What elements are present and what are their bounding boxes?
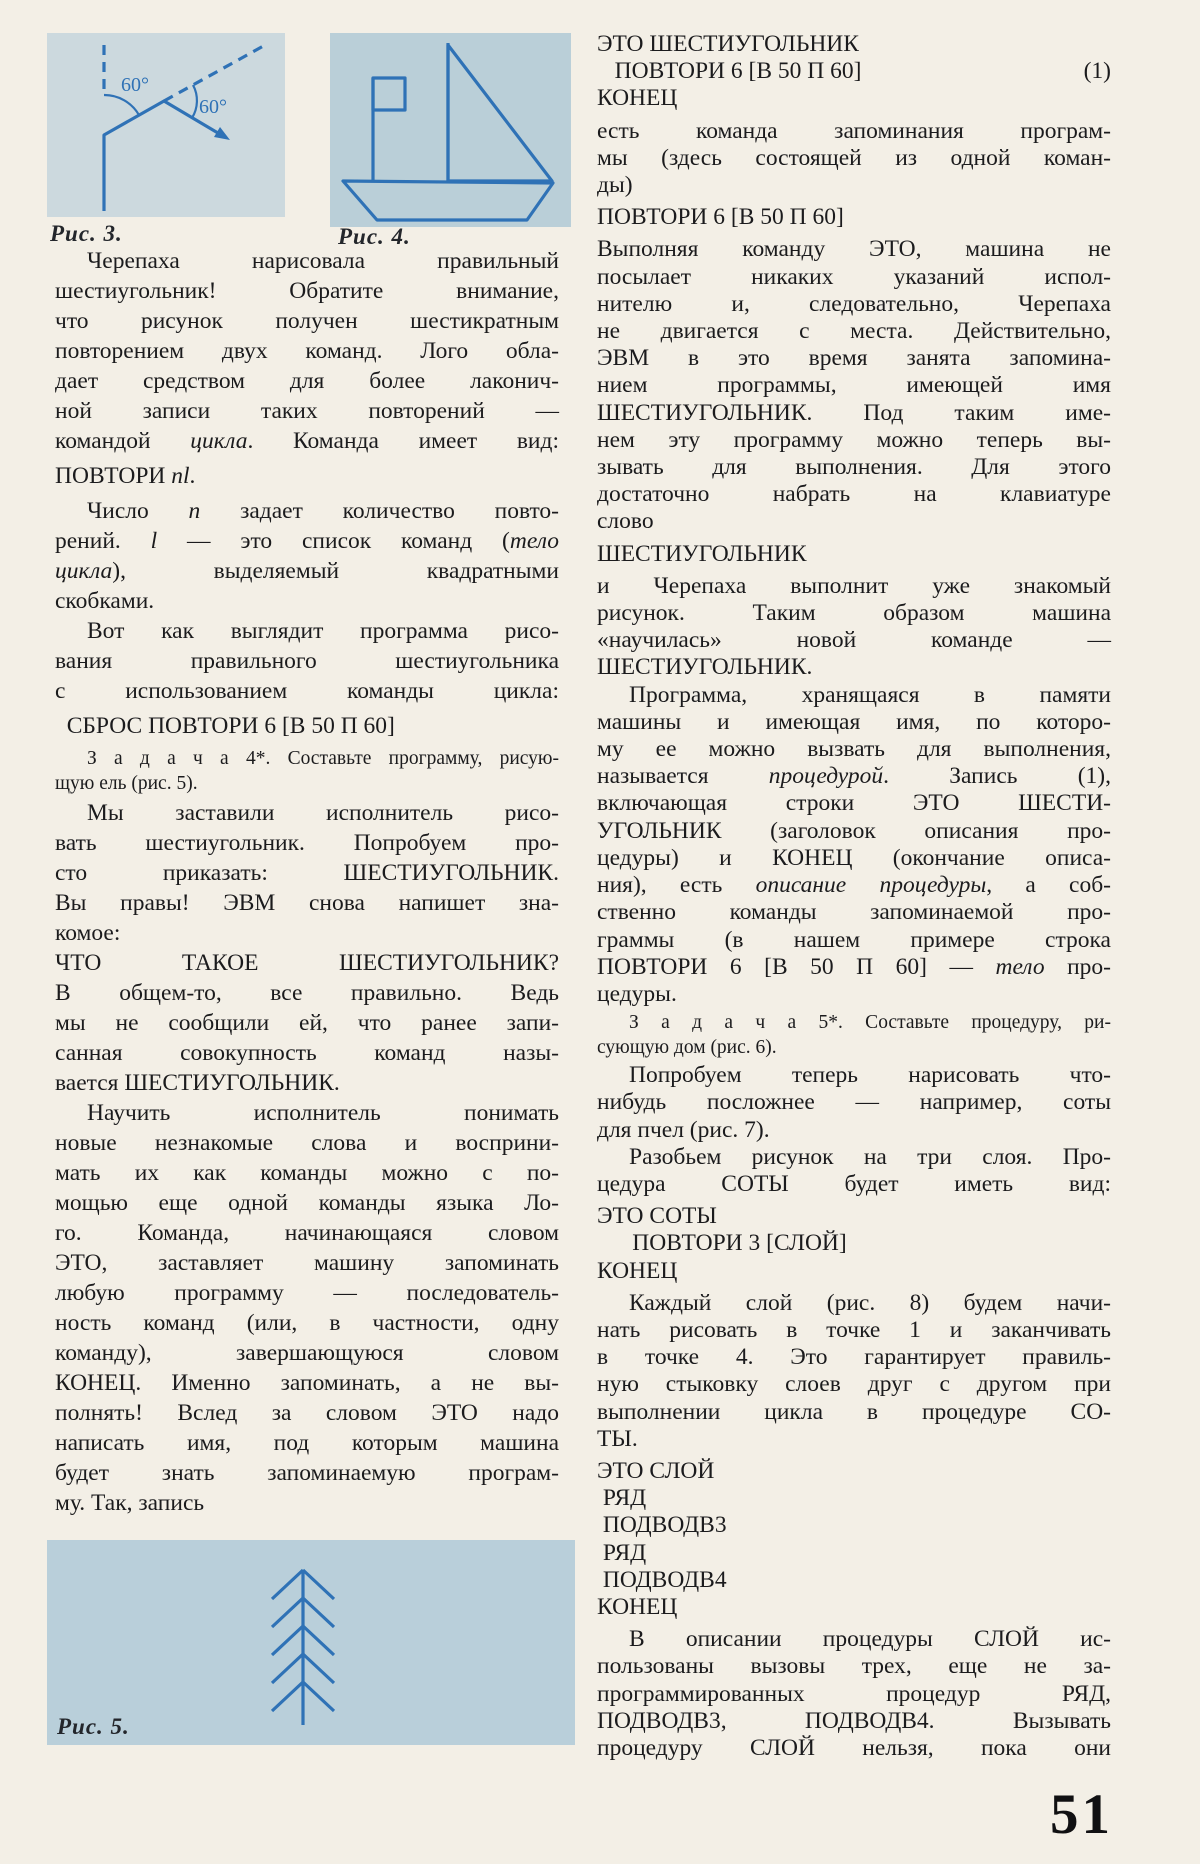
- text-line: цедуры) и КОНЕЦ (окончание описа-: [597, 844, 1111, 871]
- text-line: нием программы, имеющей имя: [597, 372, 1111, 399]
- italic-term: n: [188, 498, 201, 524]
- text-line: ПОВТОРИ 6 [В 50 П 60] — тело про-: [597, 953, 1111, 980]
- text-line: Вы правы! ЭВМ снова напишет зна-: [55, 890, 559, 916]
- paragraph: [597, 1144, 1111, 1198]
- text-line: нем эту программу можно теперь вы-: [597, 426, 1111, 453]
- text-line: Программа, хранящаяся в памяти: [629, 681, 1111, 708]
- text-line: дает средством для более лаконич-: [55, 368, 559, 394]
- page-number: 51: [1050, 1783, 1113, 1846]
- text-line: полнять! Вслед за словом ЭТО надо: [55, 1400, 559, 1426]
- text-line: РЯД: [597, 1485, 647, 1512]
- turtle-arrowhead: [214, 127, 230, 140]
- text-line: команду), завершающуюся словом: [55, 1340, 559, 1366]
- text-line: ЭТО, заставляет машину запоминать: [55, 1250, 559, 1276]
- text-line: есть команда запоминания програм-: [597, 117, 1111, 144]
- paragraph: [55, 246, 559, 456]
- paragraph: [55, 948, 559, 978]
- text-line: ЧТО ТАКОЕ ШЕСТИУГОЛЬНИК?: [55, 950, 559, 976]
- text-line: ШЕСТИУГОЛЬНИК: [597, 540, 807, 567]
- right-column: [597, 26, 1111, 1762]
- italic-term: цикла: [55, 558, 113, 584]
- text-line: ную стыковку слоев друг с другом при: [597, 1371, 1111, 1398]
- text-line: СБРОС ПОВТОРИ 6 [В 50 П 60]: [55, 713, 395, 739]
- text-line: что рисунок получен шестикратным: [55, 308, 559, 334]
- text-line: щую ель (рис. 5).: [55, 773, 198, 794]
- text-line: ЭТО ШЕСТИУГОЛЬНИК: [597, 31, 859, 57]
- text-line: сующую дом (рис. 6).: [597, 1037, 777, 1059]
- italic-term: процедурой: [768, 763, 884, 790]
- text-line: Выполняя команду ЭТО, машина не: [597, 236, 1111, 263]
- text-line: мощью еще одной команды языка Ло-: [55, 1190, 559, 1216]
- paragraph: [597, 118, 1111, 200]
- paragraph: [597, 236, 1111, 535]
- code-block: [597, 204, 1111, 231]
- text-line: вания правильного шестиугольника: [55, 648, 559, 674]
- code-block: [597, 541, 1111, 568]
- text-line: ПОВТОРИ 6 [В 50 П 60]: [597, 204, 844, 231]
- text-line: УГОЛЬНИК (заголовок описания про-: [597, 817, 1111, 844]
- text-line: вать шестиугольник. Попробуем про-: [55, 830, 559, 856]
- text-line: ЭТО СОТЫ: [597, 1203, 717, 1230]
- text-line: для пчел (рис. 7).: [597, 1116, 770, 1143]
- paragraph: [597, 1290, 1111, 1453]
- text-line: З а д а ч а 5*. Составьте процедуру, ри-: [629, 1012, 1111, 1034]
- paragraph: [55, 1098, 559, 1518]
- text-line: мы не сообщили ей, что ранее запи-: [55, 1010, 559, 1036]
- italic-term: nl: [171, 463, 190, 489]
- text-line: машины и имеющая имя, по которо-: [597, 708, 1111, 735]
- code-block: [597, 1203, 1111, 1285]
- text-line: новые незнакомые слова и восприни-: [55, 1130, 559, 1156]
- text-line: Число n задает количество повто-: [87, 498, 559, 524]
- text-line: «научилась» новой команде —: [597, 627, 1111, 654]
- text-line: зывать для выполнения. Для этого: [597, 454, 1111, 481]
- text-line: Мы заставили исполнитель рисо-: [87, 800, 559, 826]
- text-line: в точке 4. Это гарантирует правиль-: [597, 1344, 1111, 1371]
- text-line: КОНЕЦ: [597, 1593, 678, 1620]
- paragraph: [55, 978, 559, 1098]
- text-line: комое:: [55, 920, 121, 946]
- text-line: цедура СОТЫ будет иметь вид:: [597, 1170, 1111, 1197]
- task-note: [55, 746, 559, 796]
- text-line: будет знать запоминаемую програм-: [55, 1460, 559, 1486]
- angle-arc-1: [104, 95, 139, 115]
- italic-term: тело: [509, 528, 559, 554]
- text-line: ШЕСТИУГОЛЬНИК.: [597, 654, 813, 681]
- italic-term: l: [150, 528, 158, 554]
- figure-3-panel: [47, 33, 285, 217]
- text-line: включающая строки ЭТО ШЕСТИ-: [597, 790, 1111, 817]
- text-line: го. Команда, начинающаяся словом: [55, 1220, 559, 1246]
- text-line: повторением двух команд. Лого обла-: [55, 338, 559, 364]
- italic-term: описание процедуры: [755, 872, 987, 899]
- text-line: КОНЕЦ: [597, 1257, 678, 1284]
- italic-term: тело: [995, 953, 1045, 980]
- paragraph: [55, 616, 559, 706]
- text-line: ПОВТОРИ 6 [В 50 П 60] (1): [597, 58, 1111, 85]
- text-line: Вот как выглядит программа рисо-: [87, 618, 559, 644]
- text-line: ЭТО СЛОЙ: [597, 1457, 715, 1484]
- text-line: посылает никаких указаний испол-: [597, 263, 1111, 290]
- paragraph: [597, 1062, 1111, 1144]
- figure-3-caption: Рис. 3.: [50, 221, 123, 246]
- text-line: рисунок. Таким образом машина: [597, 600, 1111, 627]
- text-line: нать рисовать в точке 1 и заканчивать: [597, 1316, 1111, 1343]
- figure-5-caption: Рис. 5.: [57, 1714, 130, 1739]
- italic-term: цикла: [190, 428, 248, 454]
- text-line: с использованием команды цикла:: [55, 678, 559, 704]
- text-line: Попробуем теперь нарисовать что-: [629, 1062, 1111, 1089]
- dashed-heading-line: [164, 44, 267, 101]
- text-line: ШЕСТИУГОЛЬНИК. Под таким име-: [597, 399, 1111, 426]
- text-line: ность команд (или, в частности, одну: [55, 1310, 559, 1336]
- text-line: скобками.: [55, 588, 155, 614]
- angle-value-2: 60°: [199, 96, 227, 118]
- sailboat-figure: [330, 33, 571, 227]
- text-line: цедуры.: [597, 980, 677, 1007]
- text-line: выполнении цикла в процедуре СО-: [597, 1398, 1111, 1425]
- text-line: рений. l — это список команд (тело: [55, 528, 559, 554]
- figure-4-panel: [330, 33, 571, 227]
- angle-value-1: 60°: [121, 74, 149, 96]
- equation-number: (1): [1083, 58, 1111, 85]
- text-line: достаточно набрать на клавиатуре: [597, 481, 1111, 508]
- text-line: ственно команды запоминаемой про-: [597, 899, 1111, 926]
- text-line: сто приказать: ШЕСТИУГОЛЬНИК.: [55, 860, 559, 886]
- code-block: [597, 1458, 1111, 1621]
- text-line: мы (здесь состоящей из одной коман-: [597, 144, 1111, 171]
- text-line: ЭВМ в это время занята запомина-: [597, 345, 1111, 372]
- text-line: ной записи таких повторений —: [55, 398, 559, 424]
- text-line: ПОДВОДВ4: [597, 1566, 727, 1593]
- text-line: пользованы вызовы трех, еще не за-: [597, 1653, 1111, 1680]
- text-line: Научить исполнитель понимать: [87, 1100, 559, 1126]
- code-block: [597, 31, 1111, 113]
- turtle-angle-diagram: [47, 33, 285, 217]
- text-line: ПОВТОРИ 3 [СЛОЙ]: [597, 1230, 847, 1257]
- text-line: Каждый слой (рис. 8) будем начи-: [629, 1289, 1111, 1316]
- task-note: [597, 1010, 1111, 1060]
- text-line: ды): [597, 172, 633, 199]
- boat-hull: [343, 181, 553, 220]
- boat-sail: [448, 45, 552, 181]
- text-line: вается ШЕСТИУГОЛЬНИК.: [55, 1070, 340, 1096]
- code-block: [55, 711, 559, 741]
- text-line: РЯД: [597, 1539, 647, 1566]
- angle-arc-2: [192, 85, 197, 118]
- left-column: [55, 246, 559, 1518]
- text-line: написать имя, под которым машина: [55, 1430, 559, 1456]
- text-line: Разобьем рисунок на три слоя. Про-: [629, 1143, 1111, 1170]
- text-line: мать их как команды можно с по-: [55, 1160, 559, 1186]
- text-line: называется процедурой. Запись (1),: [597, 763, 1111, 790]
- text-line: нибудь посложнее — например, соты: [597, 1089, 1111, 1116]
- paragraph: [55, 496, 559, 616]
- text-line: граммы (в нашем примере строка: [597, 926, 1111, 953]
- text-line: Черепаха нарисовала правильный: [87, 248, 559, 274]
- text-line: командой цикла. Команда имеет вид:: [55, 428, 559, 454]
- text-line: и Черепаха выполнит уже знакомый: [597, 572, 1111, 599]
- text-line: КОНЕЦ. Именно запоминать, а не вы-: [55, 1370, 559, 1396]
- flag-square: [373, 78, 405, 110]
- text-line: В общем-то, все правильно. Ведь: [55, 980, 559, 1006]
- text-line: нителю и, следовательно, Черепаха: [597, 290, 1111, 317]
- text-line: ПОДВОДВ3, ПОДВОДВ4. Вызывать: [597, 1707, 1111, 1734]
- paragraph: [597, 682, 1111, 1008]
- text-line: шестиугольник! Обратите внимание,: [55, 278, 559, 304]
- text-line: В описании процедуры СЛОЙ ис-: [629, 1626, 1111, 1653]
- text-line: ния), есть описание процедуры, а соб-: [597, 872, 1111, 899]
- text-line: ПОВТОРИ nl.: [55, 463, 196, 489]
- text-line: любую программу — последователь-: [55, 1280, 559, 1306]
- paragraph: [597, 573, 1111, 682]
- text-line: процедуру СЛОЙ нельзя, пока они: [597, 1734, 1111, 1761]
- text-line: санная совокупность команд назы-: [55, 1040, 559, 1066]
- text-line: слово: [597, 508, 654, 535]
- text-line: му. Так, запись: [55, 1490, 205, 1516]
- text-line: КОНЕЦ: [597, 85, 678, 112]
- figure-4-caption: Рис. 4.: [338, 224, 411, 249]
- text-line: ТЫ.: [597, 1425, 638, 1452]
- text-line: не двигается с места. Действительно,: [597, 318, 1111, 345]
- text-line: му ее можно вызвать для выполнения,: [597, 736, 1111, 763]
- text-line: ПОДВОДВ3: [597, 1512, 727, 1539]
- paragraph: [597, 1626, 1111, 1762]
- text-line: программированных процедур РЯД,: [597, 1680, 1111, 1707]
- code-block: [55, 461, 559, 491]
- text-line: З а д а ч а 4*. Составьте программу, рисую-: [87, 748, 559, 769]
- text-line: цикла), выделяемый квадратными: [55, 558, 559, 584]
- paragraph: [55, 798, 559, 948]
